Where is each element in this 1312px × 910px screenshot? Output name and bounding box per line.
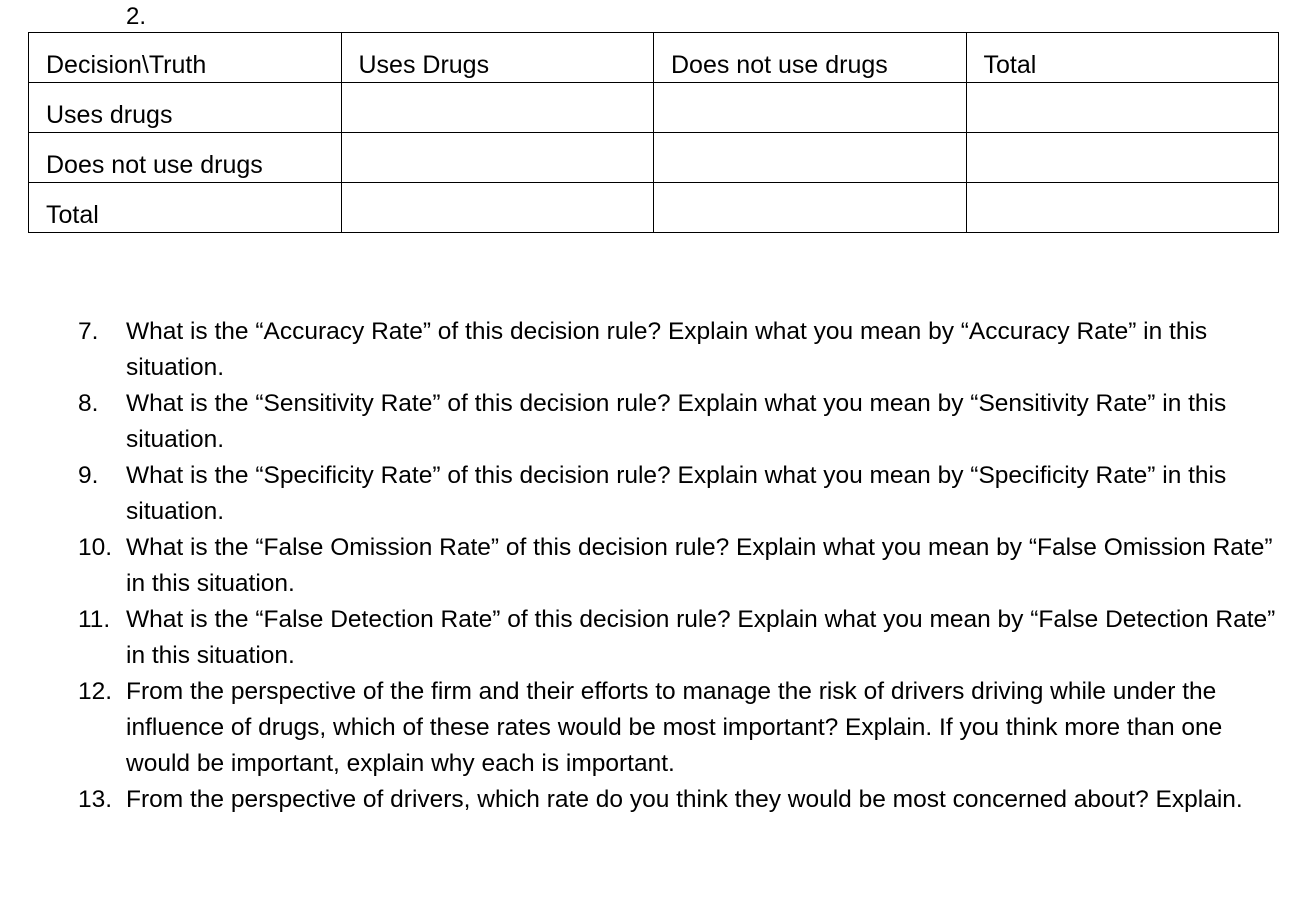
table-cell <box>654 183 967 233</box>
question-number: 10. <box>78 534 113 561</box>
table-cell <box>341 83 654 133</box>
confusion-matrix-table <box>28 32 1279 233</box>
question-text: What is the “Specificity Rate” of this decision rule? Explain what you mean by “Specificity Rate” in this situation. <box>126 462 1227 525</box>
question-text: What is the “Accuracy Rate” of this decision rule? Explain what you mean by “Accuracy Rate” in this situation. <box>126 318 1208 381</box>
question-item <box>78 602 1283 674</box>
table-row <box>29 133 1279 183</box>
row-label-uses-drugs: Uses drugs <box>29 83 342 133</box>
row-label-does-not-use-drugs: Does not use drugs <box>29 133 342 183</box>
question-number: 12. <box>78 678 113 705</box>
header-cell-total: Total <box>966 33 1279 83</box>
question-number: 9. <box>78 462 99 489</box>
header-cell-does-not-use-drugs: Does not use drugs <box>654 33 967 83</box>
table-row <box>29 183 1279 233</box>
header-cell-decision-truth: Decision\Truth <box>29 33 342 83</box>
question-item <box>78 458 1283 530</box>
question-item <box>78 674 1283 782</box>
question-list <box>78 314 1283 818</box>
question-text: What is the “False Omission Rate” of this decision rule? Explain what you mean by “False Omission Rate” in this situation. <box>126 534 1273 597</box>
question-item <box>78 530 1283 602</box>
table-cell <box>966 83 1279 133</box>
question-number: 11. <box>78 606 111 633</box>
table-cell <box>966 183 1279 233</box>
question-text: From the perspective of drivers, which rate do you think they would be most concerned about? Explain. <box>126 786 1243 813</box>
table-row <box>29 83 1279 133</box>
question-text: From the perspective of the firm and their efforts to manage the risk of drivers driving while under the influence of drugs, which of these rates would be most important? Explain. If you think more than one would be important, explain why each is important. <box>126 678 1223 777</box>
table-cell <box>654 83 967 133</box>
question-number: 8. <box>78 390 99 417</box>
row-label-total: Total <box>29 183 342 233</box>
table-cell <box>341 133 654 183</box>
question-text: What is the “Sensitivity Rate” of this decision rule? Explain what you mean by “Sensitivity Rate” in this situation. <box>126 390 1227 453</box>
question-text: What is the “False Detection Rate” of this decision rule? Explain what you mean by “False Detection Rate” in this situation. <box>126 606 1276 669</box>
table-header-row <box>29 33 1279 83</box>
table-cell <box>341 183 654 233</box>
question-item <box>78 314 1283 386</box>
table-cell <box>654 133 967 183</box>
table-cell <box>966 133 1279 183</box>
question-item <box>78 386 1283 458</box>
header-cell-uses-drugs: Uses Drugs <box>341 33 654 83</box>
question-number: 7. <box>78 318 99 345</box>
question-number: 13. <box>78 786 113 813</box>
question-item <box>78 782 1283 818</box>
section-number: 2. <box>126 3 147 30</box>
